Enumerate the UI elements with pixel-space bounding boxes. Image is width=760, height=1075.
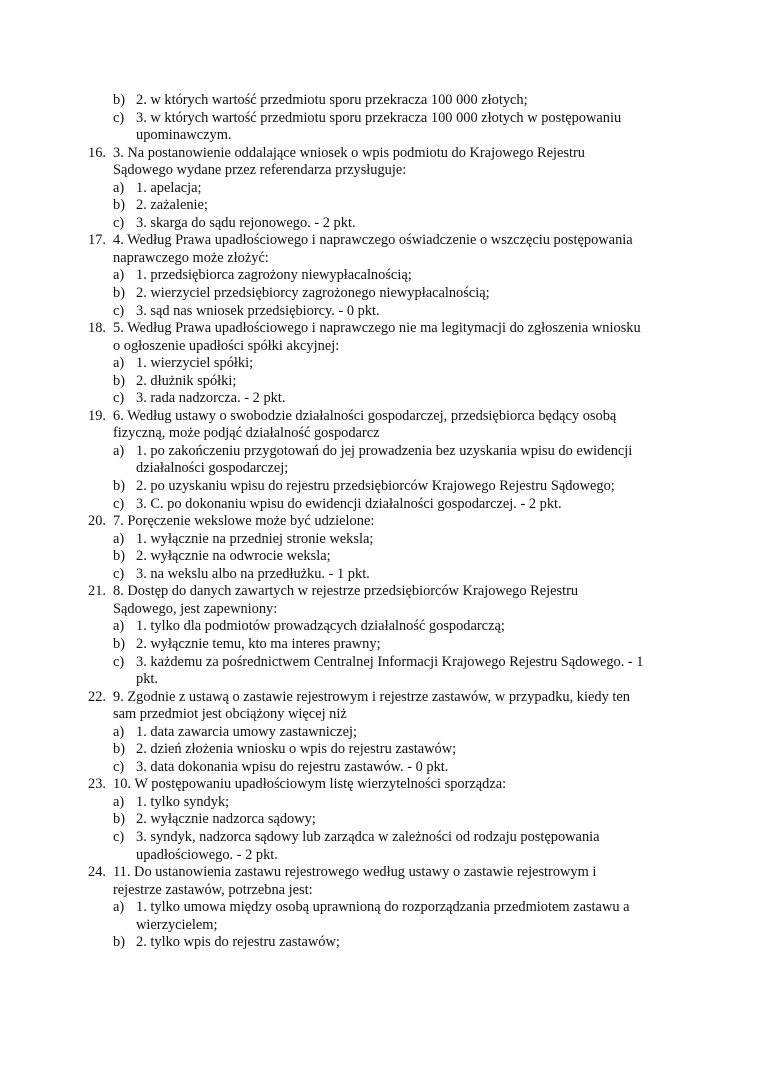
- question-text: [0, 583, 643, 618]
- answer-option: [0, 478, 653, 496]
- option-text: 3. data dokonania wpisu do rejestru zastawów. - 0 pkt.: [136, 758, 449, 775]
- answer-option: [0, 267, 653, 285]
- answer-option: [0, 180, 653, 198]
- option-text: 2. wyłącznie temu, kto ma interes prawny;: [136, 635, 381, 652]
- question-body: 6. Według ustawy o swobodzie działalności gospodarczej, przedsiębiorca będący osobą fizyczną, może podjąć działalność gospodarcz: [113, 407, 617, 442]
- option-text: 3. skarga do sądu rejonowego. - 2 pkt.: [136, 214, 356, 231]
- question-text: [0, 513, 643, 531]
- question-number: 18.: [88, 320, 106, 337]
- question-item: [0, 689, 760, 777]
- option-text: 1. przedsiębiorca zagrożony niewypłacalnością;: [136, 267, 412, 284]
- answer-option: [0, 829, 653, 864]
- option-letter: a): [113, 899, 125, 916]
- option-letter: a): [113, 179, 125, 196]
- option-letter: b): [113, 478, 125, 495]
- option-letter: b): [113, 811, 125, 828]
- option-letter: c): [113, 653, 125, 670]
- option-text: 2. dłużnik spółki;: [136, 372, 237, 389]
- question-list: [0, 92, 760, 952]
- answer-option: [0, 636, 653, 654]
- option-text: 2. po uzyskaniu wpisu do rejestru przedsiębiorców Krajowego Rejestru Sądowego;: [136, 478, 615, 495]
- question-text: [0, 320, 643, 355]
- answer-option: [0, 654, 653, 689]
- question-number: 21.: [88, 583, 106, 600]
- answer-option: [0, 92, 653, 110]
- question-text: [0, 689, 643, 724]
- question-body: 5. Według Prawa upadłościowego i naprawczego nie ma legitymacji do zgłoszenia wniosku o ogłoszenie upadłości spółki akcyjnej:: [113, 320, 641, 354]
- option-text: 2. tylko wpis do rejestru zastawów;: [136, 934, 340, 951]
- answer-option: [0, 443, 653, 478]
- answer-option: [0, 566, 653, 584]
- option-letter: b): [113, 372, 125, 389]
- question-number: 23.: [88, 776, 106, 793]
- question-body: 7. Poręczenie wekslowe może być udzielone:: [113, 513, 375, 530]
- question-body: 9. Zgodnie z ustawą o zastawie rejestrowym i rejestrze zastawów, w przypadku, kiedy ten sam przedmiot jest obciążony więcej niż: [113, 688, 630, 723]
- question-number: 24.: [88, 864, 106, 881]
- question-number: 22.: [88, 688, 106, 705]
- option-text: 2. wyłącznie na odwrocie weksla;: [136, 548, 331, 565]
- question-body: 10. W postępowaniu upadłościowym listę wierzytelności sporządza:: [113, 776, 507, 793]
- option-text: 1. apelacja;: [136, 179, 202, 196]
- option-letter: a): [113, 618, 125, 635]
- question-item: [0, 232, 760, 320]
- option-text: 1. wyłącznie na przedniej stronie weksla;: [136, 530, 374, 547]
- question-item: [0, 145, 760, 233]
- option-letter: c): [113, 302, 125, 319]
- answer-option: [0, 934, 653, 952]
- question-body: 8. Dostęp do danych zawartych w rejestrze przedsiębiorców Krajowego Rejestru Sądowego, jest zapewniony:: [113, 583, 579, 617]
- option-text: 1. tylko syndyk;: [136, 793, 230, 810]
- option-letter: c): [113, 109, 125, 126]
- answer-option: [0, 724, 653, 742]
- question-item: [0, 583, 760, 688]
- answer-option: [0, 303, 653, 321]
- question-body: 11. Do ustanowienia zastawu rejestrowego według ustawy o zastawie rejestrowym i rejestrze zastawów, potrzebna jest:: [113, 864, 597, 898]
- option-text: 3. na wekslu albo na przedłużku. - 1 pkt.: [136, 565, 370, 582]
- question-text: [0, 232, 643, 267]
- answer-option: [0, 355, 653, 373]
- question-item: [0, 513, 760, 583]
- option-letter: a): [113, 530, 125, 547]
- option-letter: b): [113, 635, 125, 652]
- question-text: [0, 864, 643, 899]
- option-text: 3. w których wartość przedmiotu sporu przekracza 100 000 złotych w postępowaniu upominawczym.: [136, 109, 622, 144]
- option-letter: c): [113, 758, 125, 775]
- answer-option: [0, 285, 653, 303]
- option-letter: a): [113, 355, 125, 372]
- option-text: 3. sąd nas wniosek przedsiębiorcy. - 0 pkt.: [136, 302, 380, 319]
- answer-option: [0, 215, 653, 233]
- answer-option: [0, 373, 653, 391]
- answer-option: [0, 741, 653, 759]
- option-letter: b): [113, 741, 125, 758]
- option-letter: c): [113, 828, 125, 845]
- option-letter: c): [113, 214, 125, 231]
- answer-option: [0, 548, 653, 566]
- option-letter: b): [113, 197, 125, 214]
- question-item: [0, 776, 760, 864]
- option-letter: a): [113, 267, 125, 284]
- option-letter: c): [113, 390, 125, 407]
- answer-option: [0, 390, 653, 408]
- option-text: 3. syndyk, nadzorca sądowy lub zarządca w zależności od rodzaju postępowania upadłościowego. - 2 pkt.: [136, 828, 600, 863]
- option-text: 1. tylko umowa między osobą uprawnioną do rozporządzania przedmiotem zastawu a wierzycielem;: [136, 899, 630, 933]
- answer-option: [0, 618, 653, 636]
- option-text: 3. C. po dokonaniu wpisu do ewidencji działalności gospodarczej. - 2 pkt.: [136, 495, 562, 512]
- question-item: [0, 92, 760, 145]
- option-text: 2. zażalenie;: [136, 197, 208, 214]
- option-letter: a): [113, 442, 125, 459]
- answer-option: [0, 759, 653, 777]
- question-body: 4. Według Prawa upadłościowego i naprawczego oświadczenie o wszczęciu postępowania naprawczego może złożyć:: [113, 232, 633, 266]
- option-text: 1. tylko dla podmiotów prowadzących działalność gospodarczą;: [136, 618, 505, 635]
- option-letter: c): [113, 565, 125, 582]
- answer-option: [0, 531, 653, 549]
- option-letter: b): [113, 92, 125, 108]
- option-letter: a): [113, 793, 125, 810]
- option-text: 1. po zakończeniu przygotowań do jej prowadzenia bez uzyskania wpisu do ewidencji działalności gospodarczej;: [136, 442, 633, 477]
- option-text: 2. dzień złożenia wniosku o wpis do rejestru zastawów;: [136, 741, 457, 758]
- question-number: 19.: [88, 407, 106, 424]
- option-text: 3. każdemu za pośrednictwem Centralnej Informacji Krajowego Rejestru Sądowego. - 1 pkt.: [136, 653, 644, 688]
- option-letter: c): [113, 495, 125, 512]
- question-number: 17.: [88, 232, 106, 249]
- option-text: 2. wierzyciel przedsiębiorcy zagrożonego niewypłacalnością;: [136, 285, 490, 302]
- question-number: 16.: [88, 144, 106, 161]
- answer-option: [0, 496, 653, 514]
- option-text: 2. w których wartość przedmiotu sporu przekracza 100 000 złotych;: [136, 92, 528, 108]
- option-letter: b): [113, 934, 125, 951]
- answer-option: [0, 794, 653, 812]
- question-item: [0, 864, 760, 952]
- option-text: 2. wyłącznie nadzorca sądowy;: [136, 811, 316, 828]
- question-text: [0, 776, 643, 794]
- option-letter: b): [113, 548, 125, 565]
- question-body: 3. Na postanowienie oddalające wniosek o wpis podmiotu do Krajowego Rejestru Sądowego wydane przez referendarza przysługuje:: [113, 144, 585, 179]
- question-number: 20.: [88, 513, 106, 530]
- option-letter: a): [113, 723, 125, 740]
- option-text: 3. rada nadzorcza. - 2 pkt.: [136, 390, 286, 407]
- answer-option: [0, 197, 653, 215]
- answer-option: [0, 899, 653, 934]
- option-text: 1. data zawarcia umowy zastawniczej;: [136, 723, 357, 740]
- question-item: [0, 320, 760, 408]
- question-item: [0, 408, 760, 513]
- answer-option: [0, 811, 653, 829]
- option-letter: b): [113, 285, 125, 302]
- option-text: 1. wierzyciel spółki;: [136, 355, 254, 372]
- answer-option: [0, 110, 653, 145]
- question-text: [0, 408, 643, 443]
- question-text: [0, 145, 643, 180]
